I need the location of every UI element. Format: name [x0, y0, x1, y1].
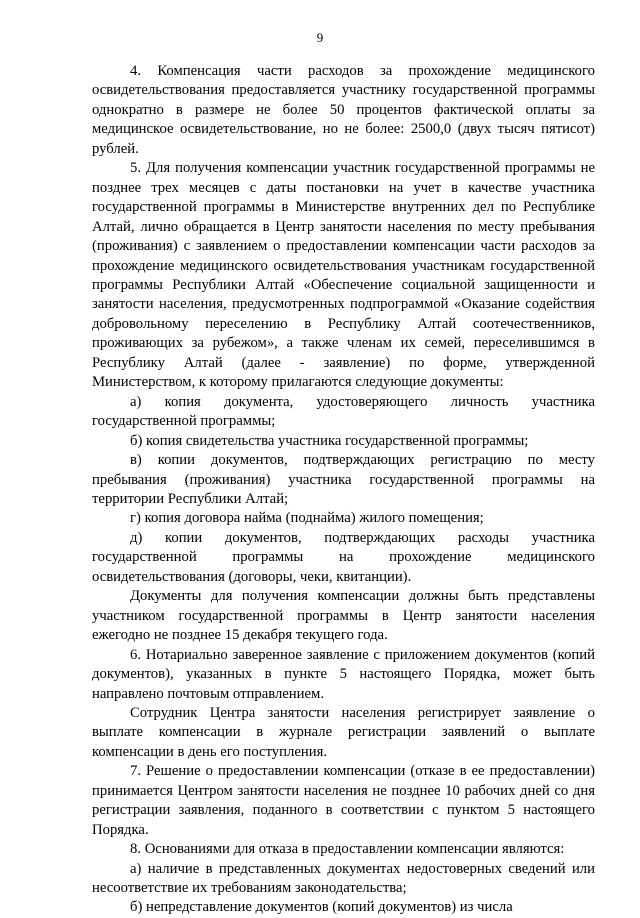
paragraph-deadline: Документы для получения компенсации должны быть представлены участником государственной программы в Центр занятости населения ежегодно не позднее 15 декабря текущего года. — [92, 588, 595, 644]
list-item-b: б) копия свидетельства участника государственной программы; — [130, 432, 529, 449]
refusal-item-a: а) наличие в представленных документах недостоверных сведений или несоответствие их требованиям законодательства; — [92, 860, 595, 897]
paragraph-item-7: 7. Решение о предоставлении компенсации (отказе в ее предоставлении) принимается Центром занятости населения не позднее 10 рабочих дней со дня регистрации заявления, поданного в соответствии с пунктом 5 настоящего Порядка. — [92, 763, 595, 838]
page-number: 9 — [316, 30, 324, 45]
list-item-d: д) копии документов, подтверждающих расходы участника государственной программы на прохождение медицинского освидетельствования (договоры, чеки, квитанции). — [92, 529, 595, 585]
refusal-item-b: б) непредставление документов (копий документов) из числа — [130, 899, 513, 916]
list-item-a: а) копия документа, удостоверяющего личность участника государственной программы; — [92, 393, 595, 430]
paragraph-item-6: 6. Нотариально заверенное заявление с приложением документов (копий документов), указанных в пункте 5 настоящего Порядка, может быть направлено почтовым отправлением. — [92, 646, 595, 702]
paragraph-item-8: 8. Основаниями для отказа в предоставлении компенсации являются: — [130, 841, 565, 858]
document-body — [92, 62, 595, 918]
list-item-v: в) копии документов, подтверждающих регистрацию по месту пребывания (проживания) участника государственной программы на территории Республики Алтай; — [92, 452, 595, 507]
paragraph-registration: Сотрудник Центра занятости населения регистрирует заявление о выплате компенсации в журнале регистрации заявлений о выплате компенсации в день его поступления. — [92, 704, 595, 760]
paragraph-item-5: 5. Для получения компенсации участник государственной программы не позднее трех месяцев с даты постановки на учет в качестве участника государственной программы в Министерстве внутренних дел по Республике Алтай, лично обращается в Центр занятости населения по месту пребывания (проживания) с заявлением о предоставлении компенсации части расходов за прохождение медицинского освидетельствования участникам государственной программы Республики Алтай «Обеспечение социальной защищенности и занятости населения, предусмотренных подпрограммой «Оказание содействия добровольному переселению в Республику Алтай соотечественников, проживающих за рубежом», а также членам их семей, переселившимся в Республику Алтай (далее - заявление) по форме, утвержденной Министерством, к которому прилагаются следующие документы: — [92, 160, 595, 391]
list-item-g: г) копия договора найма (поднайма) жилого помещения; — [130, 510, 484, 527]
paragraph-item-4: 4. Компенсация части расходов за прохождение медицинского освидетельствования предоставляется участнику государственной программы однократно в размере не более 50 процентов фактической оплаты за медицинское освидетельствование, но не более: 2500,0 (двух тысяч пятисот) рублей. — [92, 63, 595, 157]
